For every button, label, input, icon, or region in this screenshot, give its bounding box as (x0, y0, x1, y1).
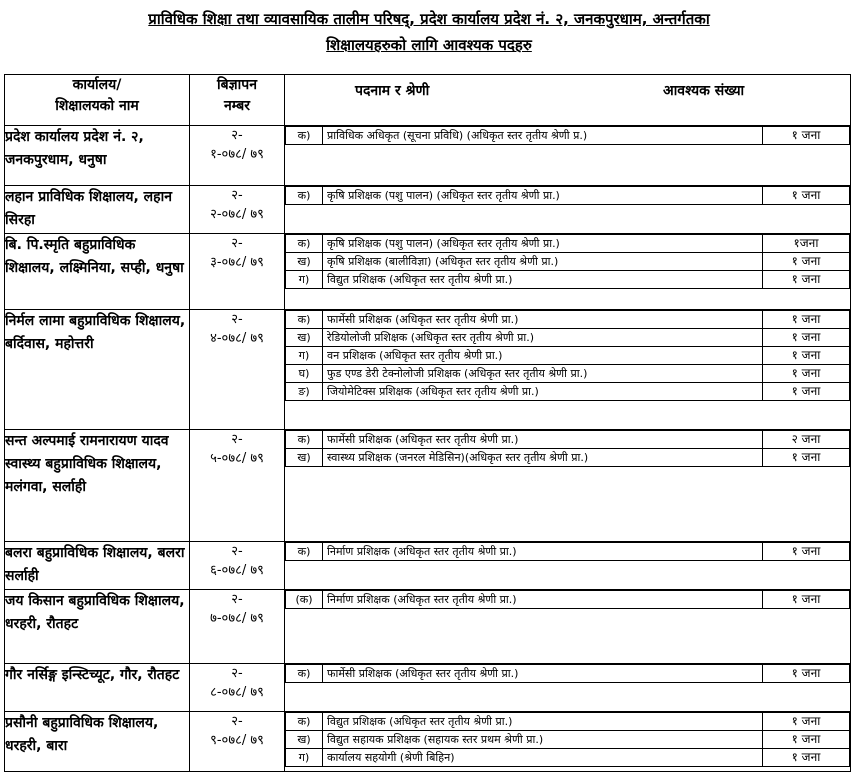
post-count: १ जना (763, 731, 850, 749)
post-row (286, 383, 850, 401)
vacancy-table (4, 74, 851, 772)
posts-list (285, 590, 850, 609)
posts-list (285, 310, 850, 401)
post-count: १जना (763, 235, 850, 253)
post-row (286, 591, 850, 609)
header-count: आवश्यक संख्या (663, 83, 745, 99)
post-name: फुड एण्ड डेरी टेक्नोलोजी प्रशिक्षक (अधिकृत स्तर तृतीय श्रेणी प्रा.) (323, 365, 763, 383)
adv-number-prefix: २- (231, 188, 243, 203)
post-letter: क) (286, 235, 323, 253)
posts-cell (285, 664, 851, 712)
office-name: लहान प्राविधिक शिक्षालय, लहान सिरहा (5, 186, 190, 234)
adv-number-prefix: २- (231, 666, 243, 681)
posts-cell (285, 590, 851, 664)
adv-number-prefix: २- (231, 236, 243, 251)
post-letter: क) (286, 665, 323, 683)
post-row (286, 253, 850, 271)
adv-number-suffix: २-०७८/ ७९ (210, 207, 264, 222)
post-name: फार्मेसी प्रशिक्षक (अधिकृत स्तर तृतीय श्रेणी प्रा.) (323, 311, 763, 329)
office-name: सन्त अल्पमाई रामनारायण यादव स्वास्थ्य बहुप्राविधिक शिक्षालय, मलंगवा, सर्लाही (5, 430, 190, 542)
advertisement-number (190, 186, 285, 234)
office-name: बि. पि.स्मृति बहुप्राविधिक शिक्षालय, लक्ष्मिनिया, सप्ही, धनुषा (5, 234, 190, 310)
header-adv-number: बिज्ञापन नम्बर (190, 75, 285, 126)
post-name: निर्माण प्रशिक्षक (अधिकृत स्तर तृतीय श्रेणी प्रा.) (323, 591, 763, 609)
posts-list (285, 712, 850, 767)
post-count: १ जना (763, 713, 850, 731)
post-count: १ जना (763, 187, 850, 205)
adv-number-prefix: २- (231, 128, 243, 143)
title-line-2: शिक्षालयहरुको लागि आवश्यक पदहरु (326, 36, 532, 54)
post-name: कृषि प्रशिक्षक (पशु पालन) (अधिकृत स्तर तृतीय श्रेणी प्रा.) (323, 235, 763, 253)
post-letter: घ) (286, 365, 323, 383)
adv-number-suffix: ४-०७८/ ७९ (210, 331, 264, 346)
adv-number-suffix: ७-०७८/ ७९ (210, 611, 264, 626)
post-count: १ जना (763, 127, 850, 145)
post-letter: (क) (286, 591, 323, 609)
post-letter: ग) (286, 347, 323, 365)
posts-list (285, 542, 850, 561)
post-row (286, 449, 850, 467)
post-name: जियोमेटिक्स प्रशिक्षक (अधिकृत स्तर तृतीय श्रेणी प्रा.) (323, 383, 763, 401)
post-row (286, 235, 850, 253)
post-count: १ जना (763, 749, 850, 767)
advertisement-number (190, 590, 285, 664)
post-letter: ग) (286, 271, 323, 289)
post-name: कार्यालय सहयोगी (श्रेणी बिहिन) (323, 749, 763, 767)
posts-cell (285, 310, 851, 430)
adv-number-prefix: २- (231, 714, 243, 729)
table-row (5, 542, 851, 590)
posts-cell (285, 430, 851, 542)
office-name: निर्मल लामा बहुप्राविधिक शिक्षालय, बर्दिवास, महोत्तरी (5, 310, 190, 430)
post-count: १ जना (763, 271, 850, 289)
post-name: फार्मेसी प्रशिक्षक (अधिकृत स्तर तृतीय श्रेणी प्रा.) (323, 431, 763, 449)
header-office: कार्यालय/ शिक्षालयको नाम (5, 75, 190, 126)
post-letter: ङ) (286, 383, 323, 401)
post-name: रेडियोलोजी प्रशिक्षक (अधिकृत स्तर तृतीय श्रेणी प्रा.) (323, 329, 763, 347)
posts-list (285, 664, 850, 683)
table-row (5, 186, 851, 234)
table-row (5, 430, 851, 542)
post-row (286, 187, 850, 205)
adv-number-suffix: १-०७८/ ७९ (210, 147, 264, 162)
post-letter: क) (286, 311, 323, 329)
adv-number-prefix: २- (231, 312, 243, 327)
post-letter: ख) (286, 253, 323, 271)
advertisement-number (190, 310, 285, 430)
table-row (5, 590, 851, 664)
title-line-1: प्राविधिक शिक्षा तथा व्यावसायिक तालीम परिषद्, प्रदेश कार्यालय प्रदेश नं. २, जनकपुरधाम, अन्तर्गतका (148, 10, 710, 28)
post-count: १ जना (763, 253, 850, 271)
posts-cell (285, 126, 851, 186)
post-count: १ जना (763, 365, 850, 383)
table-row (5, 664, 851, 712)
post-row (286, 365, 850, 383)
office-name: प्रसौनी बहुप्राविधिक शिक्षालय, धरहरी, बारा (5, 712, 190, 772)
office-name: बलरा बहुप्राविधिक शिक्षालय, बलरा सर्लाही (5, 542, 190, 590)
adv-number-suffix: ९-०७८/ ७९ (210, 733, 264, 748)
adv-number-suffix: ६-०७८/ ७९ (210, 563, 264, 578)
post-name: कृषि प्रशिक्षक (बालीविज्ञा) (अधिकृत स्तर तृतीय श्रेणी प्रा.) (323, 253, 763, 271)
advertisement-number (190, 430, 285, 542)
posts-list (285, 430, 850, 467)
post-count: १ जना (763, 329, 850, 347)
table-row (5, 712, 851, 772)
posts-list (285, 234, 850, 289)
adv-number-prefix: २- (231, 432, 243, 447)
post-name: फार्मेसी प्रशिक्षक (अधिकृत स्तर तृतीय श्रेणी प्रा.) (323, 665, 763, 683)
post-row (286, 749, 850, 767)
posts-cell (285, 234, 851, 310)
header-post-count (285, 75, 851, 126)
post-row (286, 311, 850, 329)
office-name: गौर नर्सिङ्ग इन्स्टिच्यूट, गौर, रौतहट (5, 664, 190, 712)
posts-cell (285, 542, 851, 590)
post-letter: क) (286, 187, 323, 205)
post-count: १ जना (763, 591, 850, 609)
post-row (286, 543, 850, 561)
post-name: वन प्रशिक्षक (अधिकृत स्तर तृतीय श्रेणी प्रा.) (323, 347, 763, 365)
advertisement-number (190, 126, 285, 186)
post-count: २ जना (763, 431, 850, 449)
post-name: प्राविधिक अधिकृत (सूचना प्रविधि) (अधिकृत स्तर तृतीय श्रेणी प्र.) (323, 127, 763, 145)
posts-cell (285, 712, 851, 772)
document-title (0, 6, 858, 58)
post-letter: ख) (286, 731, 323, 749)
post-name: कृषि प्रशिक्षक (पशु पालन) (अधिकृत स्तर तृतीय श्रेणी प्रा.) (323, 187, 763, 205)
advertisement-number (190, 234, 285, 310)
post-count: १ जना (763, 665, 850, 683)
post-letter: ख) (286, 329, 323, 347)
posts-cell (285, 186, 851, 234)
advertisement-number (190, 664, 285, 712)
adv-number-suffix: ८-०७८/ ७९ (210, 685, 264, 700)
posts-list (285, 126, 850, 145)
post-letter: क) (286, 127, 323, 145)
post-row (286, 347, 850, 365)
post-name: स्वास्थ्य प्रशिक्षक (जनरल मेडिसिन)(अधिकृत स्तर तृतीय श्रेणी प्रा.) (323, 449, 763, 467)
post-count: १ जना (763, 347, 850, 365)
post-letter: ख) (286, 449, 323, 467)
post-row (286, 665, 850, 683)
post-count: १ जना (763, 449, 850, 467)
office-name: जय किसान बहुप्राविधिक शिक्षालय, धरहरी, रौतहट (5, 590, 190, 664)
advertisement-number (190, 712, 285, 772)
office-name: प्रदेश कार्यालय प्रदेश नं. २, जनकपुरधाम, धनुषा (5, 126, 190, 186)
table-row (5, 126, 851, 186)
post-count: १ जना (763, 543, 850, 561)
post-row (286, 271, 850, 289)
adv-number-suffix: ३-०७८/ ७९ (210, 255, 264, 270)
post-name: विद्युत सहायक प्रशिक्षक (सहायक स्तर प्रथम श्रेणी प्रा.) (323, 731, 763, 749)
post-name: विद्युत प्रशिक्षक (अधिकृत स्तर तृतीय श्रेणी प्रा.) (323, 271, 763, 289)
adv-number-prefix: २- (231, 544, 243, 559)
post-row (286, 713, 850, 731)
table-header-row (5, 75, 851, 126)
table-row (5, 234, 851, 310)
post-count: १ जना (763, 383, 850, 401)
post-letter: क) (286, 543, 323, 561)
header-post: पदनाम र श्रेणी (355, 83, 430, 99)
post-letter: क) (286, 431, 323, 449)
post-name: निर्माण प्रशिक्षक (अधिकृत स्तर तृतीय श्रेणी प्रा.) (323, 543, 763, 561)
post-letter: ग) (286, 749, 323, 767)
adv-number-prefix: २- (231, 592, 243, 607)
adv-number-suffix: ५-०७८/ ७९ (210, 451, 264, 466)
table-row (5, 310, 851, 430)
post-letter: क) (286, 713, 323, 731)
post-count: १ जना (763, 311, 850, 329)
posts-list (285, 186, 850, 205)
advertisement-number (190, 542, 285, 590)
post-row (286, 431, 850, 449)
post-row (286, 731, 850, 749)
post-row (286, 127, 850, 145)
post-name: विद्युत प्रशिक्षक (अधिकृत स्तर तृतीय श्रेणी प्रा.) (323, 713, 763, 731)
post-row (286, 329, 850, 347)
